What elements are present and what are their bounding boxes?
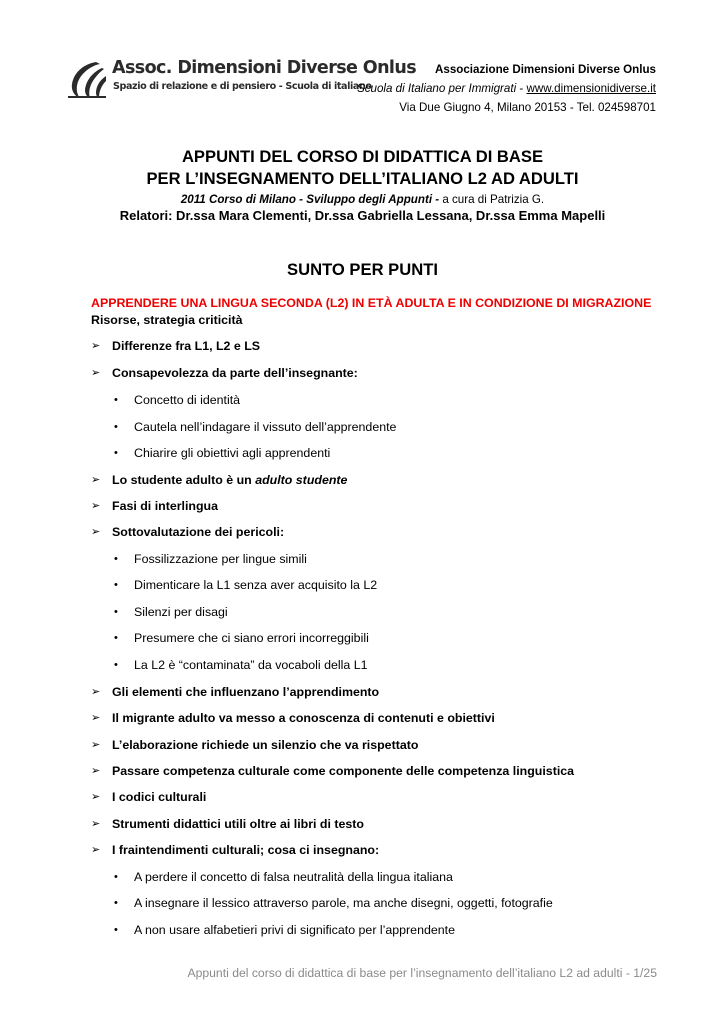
list-item-text [112,471,347,489]
document-subtitle [0,192,725,208]
list-item-text: La L2 è “contaminata” da vocaboli della L1 [134,658,368,672]
dot-bullet-icon: • [114,421,118,433]
arrow-bullet-icon: ➢ [91,765,101,777]
list-item-text: Gli elementi che influenzano l’apprendimento [112,685,380,699]
arrow-bullet-icon: ➢ [91,739,101,751]
school-separator: - [516,82,527,95]
address-line: Via Due Giugno 4, Milano 20153 - Tel. 024598701 [399,101,656,114]
list-item-text: Silenzi per disagi [134,605,228,619]
list-item-text: Presumere che ci siano errori incorreggibili [134,631,369,645]
arrow-bullet-icon: ➢ [91,500,101,512]
list-item-text: A insegnare il lessico attraverso parole, ma anche disegni, oggetti, fotografie [134,896,553,910]
dot-bullet-icon: • [114,897,118,909]
document-title-line-2: PER L’INSEGNAMENTO DELL’ITALIANO L2 AD ADULTI [146,169,579,188]
list-item-text: Strumenti didattici utili oltre ai libri di testo [112,817,364,831]
subtitle-course: 2011 Corso di Milano - Sviluppo degli Appunti - [180,193,443,206]
speakers-line: Relatori: Dr.ssa Mara Clementi, Dr.ssa Gabriella Lessana, Dr.ssa Emma Mapelli [119,208,606,223]
dot-bullet-icon: • [114,659,118,671]
dot-bullet-icon: • [114,632,118,644]
arrow-bullet-icon: ➢ [91,340,101,352]
page-header [0,0,725,120]
page-footer: Appunti del corso di didattica di base per l’insegnamento dell’italiano L2 ad adulti - 1/25 [187,966,657,980]
list-item-text: I codici culturali [112,790,207,804]
contact-block [357,60,656,117]
arrow-bullet-icon: ➢ [91,712,101,724]
subtitle-curator: a cura di Patrizia G. [442,193,545,206]
section-title: SUNTO PER PUNTI [287,260,438,279]
dot-bullet-icon: • [114,394,118,406]
list-item-text: Fossilizzazione per lingue simili [134,552,307,566]
topic-heading: APPRENDERE UNA LINGUA SECONDA (L2) IN ETÀ ADULTA E IN CONDIZIONE DI MIGRAZIONE [91,296,652,310]
list-item-text: Dimenticare la L1 senza aver acquisito la L2 [134,578,378,592]
logo-name: Assoc. Dimensioni Diverse Onlus [112,58,417,78]
list-item-text: Concetto di identità [134,393,241,407]
document-title-line-1: APPUNTI DEL CORSO DI DIDATTICA DI BASE [181,147,544,166]
dot-bullet-icon: • [114,447,118,459]
list-item-text: Sottovalutazione dei pericoli: [112,525,285,539]
school-name: Scuola di Italiano per Immigrati [357,82,517,95]
list-item-text-plain: Lo studente adulto è un [112,473,256,487]
list-item-text: Passare competenza culturale come componente delle competenza linguistica [112,764,575,778]
logo-tagline: Spazio di relazione e di pensiero - Scuola di italiano [113,81,372,92]
dot-bullet-icon: • [114,606,118,618]
list-item-text: Differenze fra L1, L2 e LS [112,339,261,353]
dot-bullet-icon: • [114,871,118,883]
arrow-bullet-icon: ➢ [91,791,101,803]
org-name: Associazione Dimensioni Diverse Onlus [435,63,656,76]
list-item-text: L’elaborazione richiede un silenzio che va rispettato [112,738,419,752]
arrow-bullet-icon: ➢ [91,686,101,698]
arrow-bullet-icon: ➢ [91,844,101,856]
arrow-bullet-icon: ➢ [91,818,101,830]
association-logo [66,56,417,102]
dot-bullet-icon: • [114,924,118,936]
school-line [357,79,656,98]
arrow-bullet-icon: ➢ [91,526,101,538]
document-title-block [0,146,725,224]
list-item-text: Fasi di interlingua [112,499,219,513]
logo-emblem-icon [66,56,108,100]
arrow-bullet-icon: ➢ [91,367,101,379]
list-item-text: Chiarire gli obiettivi agli apprendenti [134,446,331,460]
list-item-text: A perdere il concetto di falsa neutralità della lingua italiana [134,870,453,884]
dot-bullet-icon: • [114,553,118,565]
dot-bullet-icon: • [114,579,118,591]
list-item-text: Cautela nell’indagare il vissuto dell’apprendente [134,420,397,434]
arrow-bullet-icon: ➢ [91,474,101,486]
list-item-text: A non usare alfabetieri privi di significato per l’apprendente [134,923,455,937]
website-link[interactable]: www.dimensionidiverse.it [526,82,656,95]
list-item-text: I fraintendimenti culturali; cosa ci insegnano: [112,843,380,857]
list-item-text: Consapevolezza da parte dell’insegnante: [112,366,358,380]
topic-subheading: Risorse, strategia criticità [91,313,243,327]
list-item-text: Il migrante adulto va messo a conoscenza di contenuti e obiettivi [112,711,495,725]
list-item-text-italic: adulto studente [255,473,348,487]
